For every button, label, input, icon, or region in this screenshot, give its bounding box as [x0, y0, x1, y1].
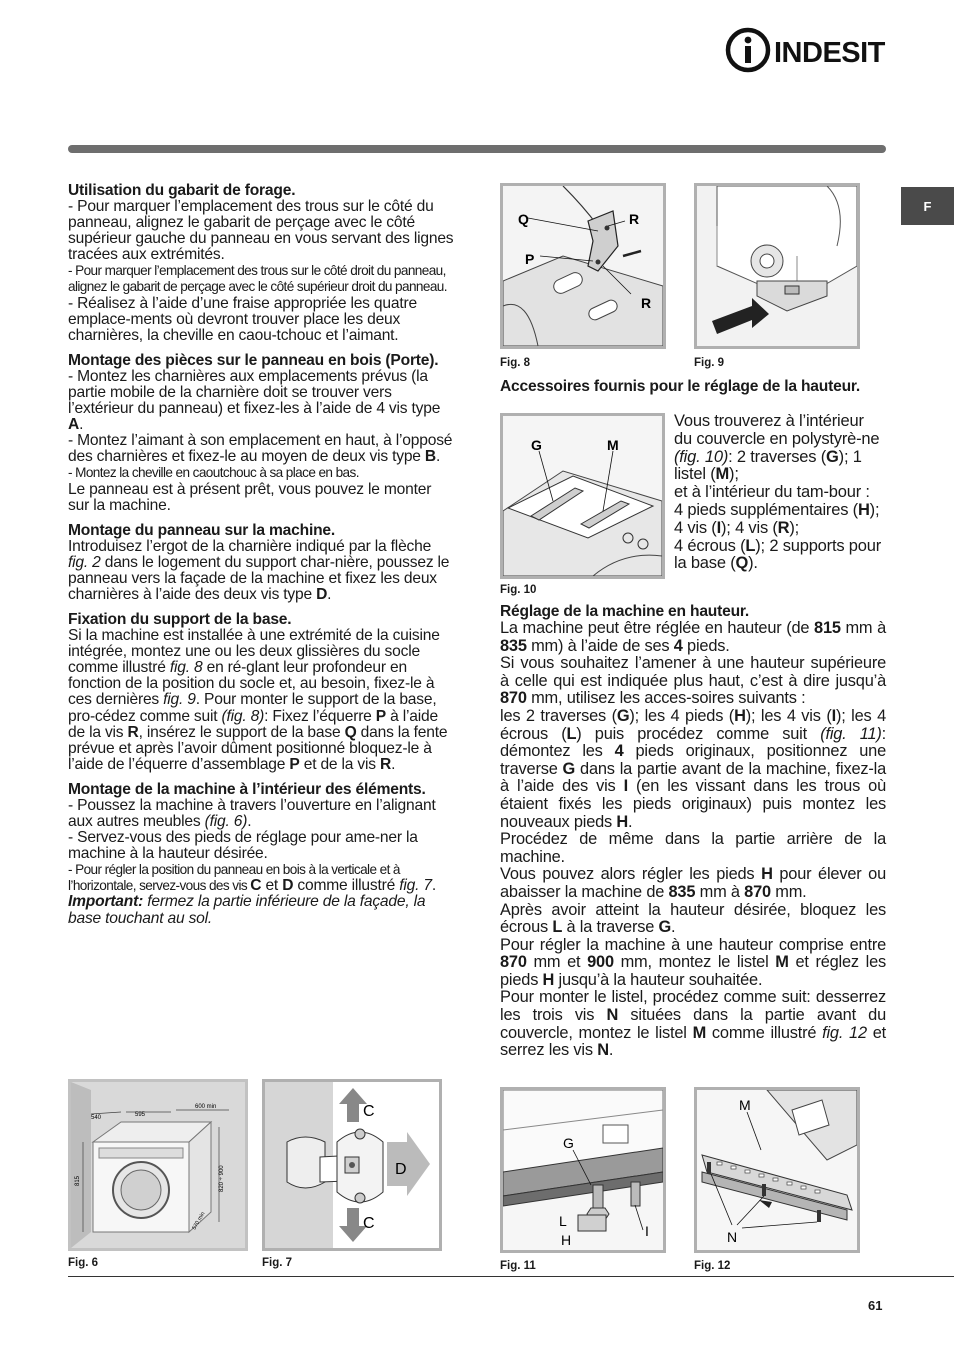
montage-pieces-p1: - Montez les charnières aux emplacements prévus (la partie mobile de la charnière doit se trouver vers l’extérieur du panneau) et fixez-les à l’aide de 4 vis type A.: [68, 367, 441, 434]
fig8-label-q: Q: [518, 211, 529, 227]
figure-7: [262, 1079, 442, 1251]
fig7-label-c-bottom: C: [363, 1215, 375, 1232]
section-title-reglage: Réglage de la machine en hauteur.: [500, 603, 750, 620]
fig6-dim-540: 540: [91, 1115, 102, 1121]
fig6-dim-595: 595: [135, 1112, 146, 1118]
fig12-label-n: N: [727, 1229, 738, 1245]
montage-machine-important: Important: fermez la partie inférieure de la façade, la base touchant au sol.: [68, 893, 426, 927]
section-title-montage-machine: Montage de la machine à l’intérieur des éléments.: [68, 780, 426, 798]
section-title-fixation: Fixation du support de la base.: [68, 611, 292, 629]
fig7-illustration: [265, 1082, 439, 1248]
fig7-label-d: D: [395, 1161, 407, 1178]
accessories-title-block: [500, 379, 886, 395]
accessoires-text: Vous trouverez à l’intérieur du couvercle en polystyrè-ne (fig. 10): 2 traverses (G); 1 listel (M); et à l’intérieur du tam-bour : 4 pieds supplémentaires (H); 4 vis (I); 4 vis (R); 4 écrous (L); 2 supports pour la base (Q).: [674, 412, 881, 573]
fig7-caption: Fig. 7: [262, 1257, 293, 1269]
fig9-illustration: [697, 186, 857, 346]
fig11-illustration: [503, 1090, 663, 1250]
fig8-caption: Fig. 8: [500, 357, 531, 369]
fig6-dim-820-900: 820 ÷ 900: [219, 1165, 225, 1192]
fig11-label-l: L: [559, 1213, 567, 1229]
reglage-block: [500, 604, 886, 1060]
fig11-caption: Fig. 11: [500, 1260, 536, 1272]
montage-machine-p1: - Poussez la machine à travers l’ouverture en l’alignant aux autres meubles (fig. 6).: [68, 796, 436, 830]
language-tab: F: [901, 187, 954, 225]
fig12-illustration: [697, 1090, 857, 1250]
fig11-label-i: I: [645, 1223, 649, 1239]
fig8-label-r2: R: [641, 295, 652, 311]
montage-machine-p2: - Servez-vous des pieds de réglage pour ame-ner la machine à la hauteur désirée.: [68, 829, 418, 863]
brand-name: INDESIT: [774, 37, 885, 69]
fig11-label-h: H: [561, 1232, 572, 1248]
figure-8: [500, 183, 666, 349]
fig6-dim-815: 815: [75, 1175, 81, 1186]
montage-panneau-text: Introduisez l’ergot de la charnière indiqué par la flèche fig. 2 dans le logement du support char-nière, poussez le panneau vers la façade de la machine et fixez les deux charnières à l’aide des deux vis type D.: [68, 537, 450, 603]
fig11-label-g: G: [563, 1135, 574, 1151]
footer-rule: [68, 1276, 954, 1277]
fig6-illustration: [71, 1082, 245, 1248]
fig6-caption: Fig. 6: [68, 1257, 99, 1269]
fig8-illustration: [503, 186, 663, 346]
page-number: 61: [868, 1298, 883, 1313]
gabarit-p3: - Réalisez à l’aide d’une fraise appropriée les quatre emplace-ments où devront trouver place les deux charnières, la cheville en caou-tchouc et l’aimant.: [68, 294, 417, 344]
section-title-montage-pieces: Montage des pièces sur le panneau en bois (Porte).: [68, 351, 439, 369]
figure-9: [694, 183, 860, 349]
brand-logo: [724, 26, 889, 74]
fig8-label-p: P: [525, 251, 535, 267]
gabarit-p2: - Pour marquer l’emplacement des trous sur le côté droit du panneau, alignez le gabarit de perçage avec le côté supérieur droit du panneau.: [68, 263, 447, 295]
section-title-montage-panneau: Montage du panneau sur la machine.: [68, 521, 336, 539]
figure-6: [68, 1079, 248, 1251]
gabarit-p1: - Pour marquer l’emplacement des trous sur le côté du panneau, alignez le gabarit de perçage avec le côté supérieur gauche du panneau en vous servant des lignes tracées aux extrémités.: [68, 198, 454, 264]
figure-12: [694, 1087, 860, 1253]
fig10-label-g: G: [531, 437, 542, 453]
montage-pieces-p2: - Montez l’aimant à son emplacement en haut, à l’opposé des charnières et fixez-le au moyen de deux vis type B.: [68, 432, 453, 466]
fig10-illustration: [503, 416, 662, 576]
section-title-accessoires: Accessoires fournis pour le réglage de la hauteur.: [500, 378, 861, 395]
figure-11: [500, 1087, 666, 1253]
section-title-gabarit: Utilisation du gabarit de forage.: [68, 182, 296, 199]
fig12-label-m: M: [739, 1097, 751, 1113]
fig12-caption: Fig. 12: [694, 1260, 731, 1272]
fig8-label-r1: R: [629, 211, 640, 227]
fig6-dim-600: 600 min: [195, 1104, 217, 1110]
montage-pieces-p3: - Montez la cheville en caoutchouc à sa place en bas.: [68, 465, 359, 481]
montage-pieces-p4: Le panneau est à présent prêt, vous pouvez le monter sur la machine.: [68, 480, 432, 514]
reglage-p1: La machine peut être réglée en hauteur (de 815 mm à 835 mm) à l’aide de ses 4 pieds. Si vous souhaitez l’amener à une hauteur supérieure à celle qui est indiquée plus haut, c’est à dire jusqu’à 870 mm, utilisez les acces-soires suivants : les 2 traverses (G); les 4 pieds (H); les 4 vis (I); les 4 écrous (L) puis procédez comme suit (fig. 11): démontez les 4 pieds originaux, positionnez une traverse G dans la partie avant de la machine, fixez-la à l’aide des vis I (en les vissant dans les trous où étaient fixés les pieds originaux) puis montez les nouveaux pieds H. Procédez de même dans la partie arrière de la machine. Vous pouvez alors régler les pieds H pour élever ou abaisser la machine de 835 mm à 870 mm. Après avoir atteint la hauteur désirée, bloquez les écrous L à la traverse G. Pour régler la machine à une hauteur comprise entre 870 mm et 900 mm, montez le listel M et réglez les pieds H jusqu’à la hauteur souhaitée. Pour monter le listel, procédez comme suit: desserrez les trois vis N situées dans la partie avant du couvercle, montez le listel M comme illustré fig. 12 et serrez les vis N.: [500, 619, 887, 1060]
fig9-caption: Fig. 9: [694, 357, 725, 369]
fig10-label-m: M: [607, 437, 619, 453]
left-column: [68, 183, 454, 927]
header-rule: [68, 145, 886, 153]
accessories-text-block: [674, 413, 886, 573]
fig10-caption: Fig. 10: [500, 584, 537, 596]
fixation-text: Si la machine est installée à une extrémité de la cuisine intégrée, montez une ou les deux glissières du socle comme illustré fig. 8 en ré-glant leur profondeur en fonction de la position du socle et, au besoin, fixez-le à ces dernières fig. 9. Pour monter le support de la base, pro-cédez comme suit (fig. 8): Fixez l’équerre P à l’aide de la vis R, insérez le support de la base Q dans la fente prévue et après l’avoir dûment positionné bloquez-le à l’aide de l’équerre d’assemblage P et de la vis R.: [68, 627, 448, 773]
figure-10: [500, 413, 665, 579]
fig6-dim-570: 570 min: [191, 1211, 207, 1231]
fig7-label-c-top: C: [363, 1103, 375, 1120]
montage-machine-p3: - Pour régler la position du panneau en bois à la verticale et à l’horizontale, servez-vous des vis C et D comme illustré fig. 7.: [68, 862, 436, 895]
